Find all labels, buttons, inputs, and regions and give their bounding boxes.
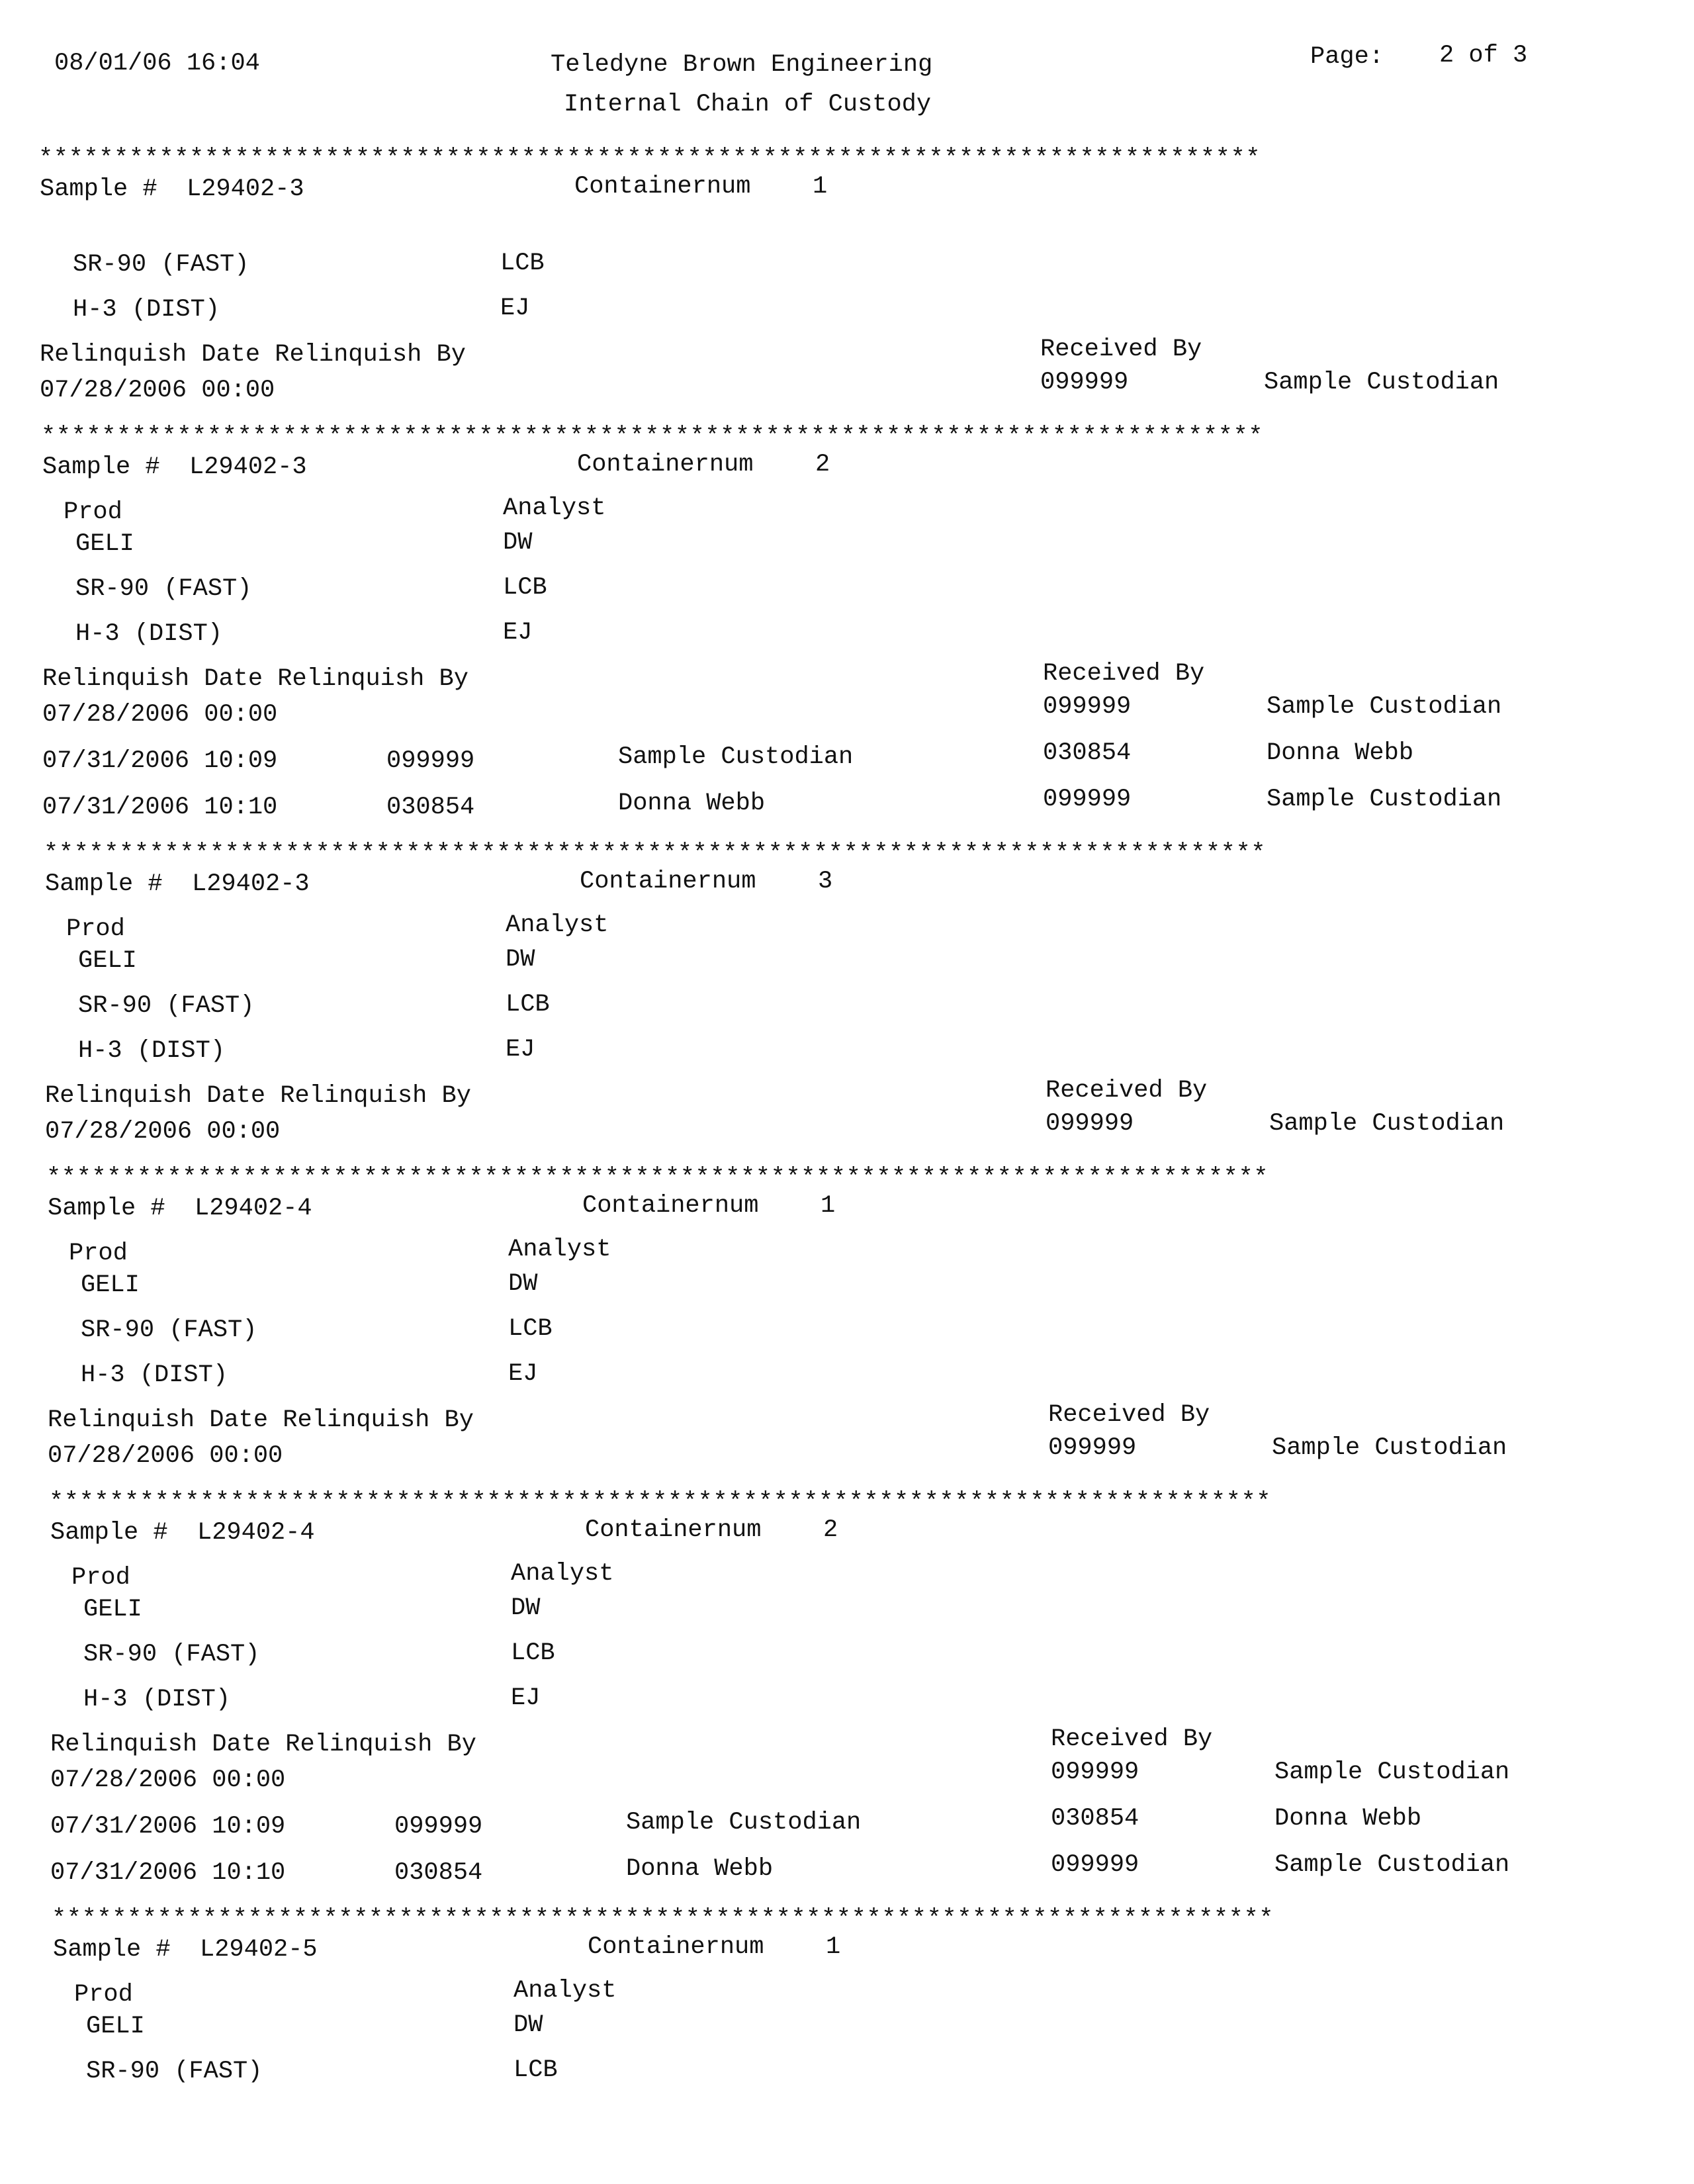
received-name: Donna Webb bbox=[1267, 739, 1414, 767]
custody-date: 07/28/2006 00:00 bbox=[48, 1442, 283, 1470]
separator-stars: ********************************************************************************* bbox=[46, 1164, 1269, 1192]
sample-label: Sample # bbox=[53, 1936, 171, 1964]
prod-header: Prod bbox=[69, 1240, 128, 1267]
received-name: Sample Custodian bbox=[1264, 369, 1499, 396]
containernum-label: Containernum bbox=[574, 173, 751, 201]
container-number: 1 bbox=[826, 1933, 841, 1961]
sample-id: L29402-4 bbox=[195, 1195, 312, 1222]
custody-date: 07/28/2006 00:00 bbox=[50, 1766, 286, 1794]
analyst-header: Analyst bbox=[503, 494, 606, 522]
received-id: 099999 bbox=[1043, 786, 1132, 813]
received-id: 099999 bbox=[1048, 1434, 1137, 1462]
analyst-initials: LCB bbox=[500, 250, 545, 277]
received-id: 030854 bbox=[1051, 1805, 1139, 1833]
prod-name: H-3 (DIST) bbox=[83, 1686, 231, 1713]
prod-name: H-3 (DIST) bbox=[78, 1037, 226, 1065]
relinquish-name: Sample Custodian bbox=[618, 743, 854, 771]
relinquish-id: 099999 bbox=[394, 1813, 483, 1841]
print-datetime: 08/01/06 16:04 bbox=[54, 50, 260, 77]
analyst-initials: EJ bbox=[511, 1684, 541, 1712]
containernum-label: Containernum bbox=[577, 451, 754, 478]
received-by-header: Received By bbox=[1051, 1725, 1213, 1753]
containernum-label: Containernum bbox=[582, 1192, 759, 1220]
custody-date: 07/28/2006 00:00 bbox=[42, 701, 278, 729]
prod-name: SR-90 (FAST) bbox=[81, 1316, 257, 1344]
container-number: 3 bbox=[818, 868, 833, 895]
analyst-header: Analyst bbox=[506, 911, 609, 939]
prod-name: SR-90 (FAST) bbox=[86, 2058, 263, 2085]
separator-stars: ********************************************************************************* bbox=[44, 840, 1267, 868]
sample-id: L29402-3 bbox=[187, 175, 304, 203]
prod-name: H-3 (DIST) bbox=[75, 620, 223, 648]
containernum-label: Containernum bbox=[588, 1933, 764, 1961]
prod-header: Prod bbox=[74, 1981, 133, 2009]
received-id: 099999 bbox=[1051, 1851, 1139, 1879]
separator-stars: ********************************************************************************* bbox=[41, 423, 1264, 451]
received-by-header: Received By bbox=[1046, 1077, 1208, 1105]
separator-stars: ********************************************************************************* bbox=[38, 145, 1261, 173]
container-number: 2 bbox=[823, 1516, 838, 1544]
separator-stars: ********************************************************************************* bbox=[49, 1488, 1272, 1516]
prod-name: GELI bbox=[78, 947, 137, 975]
received-id: 099999 bbox=[1051, 1758, 1139, 1786]
prod-name: SR-90 (FAST) bbox=[83, 1641, 260, 1668]
received-name: Sample Custodian bbox=[1267, 693, 1502, 721]
relinquish-header: Relinquish Date Relinquish By bbox=[45, 1082, 471, 1110]
analyst-initials: DW bbox=[513, 2011, 543, 2039]
custody-date: 07/28/2006 00:00 bbox=[45, 1118, 281, 1146]
prod-name: GELI bbox=[83, 1596, 142, 1623]
custody-date: 07/31/2006 10:10 bbox=[50, 1859, 286, 1887]
sample-label: Sample # bbox=[40, 175, 157, 203]
separator-stars: ********************************************************************************* bbox=[52, 1905, 1274, 1933]
container-number: 1 bbox=[821, 1192, 836, 1220]
analyst-initials: EJ bbox=[508, 1360, 538, 1388]
container-number: 1 bbox=[813, 173, 828, 201]
prod-header: Prod bbox=[66, 915, 125, 943]
relinquish-header: Relinquish Date Relinquish By bbox=[48, 1406, 474, 1434]
analyst-initials: DW bbox=[511, 1594, 541, 1622]
relinquish-name: Donna Webb bbox=[618, 790, 766, 817]
analyst-initials: DW bbox=[506, 946, 535, 974]
received-id: 099999 bbox=[1043, 693, 1132, 721]
report-title: Internal Chain of Custody bbox=[564, 91, 932, 118]
relinquish-id: 030854 bbox=[386, 794, 475, 821]
prod-name: SR-90 (FAST) bbox=[75, 575, 252, 603]
sample-label: Sample # bbox=[50, 1519, 168, 1547]
analyst-header: Analyst bbox=[508, 1236, 611, 1263]
analyst-initials: EJ bbox=[503, 619, 533, 647]
analyst-initials: LCB bbox=[503, 574, 547, 602]
received-name: Sample Custodian bbox=[1269, 1110, 1505, 1138]
prod-name: GELI bbox=[86, 2013, 145, 2040]
received-id: 099999 bbox=[1040, 369, 1129, 396]
relinquish-id: 099999 bbox=[386, 747, 475, 775]
relinquish-name: Sample Custodian bbox=[626, 1809, 862, 1837]
received-by-header: Received By bbox=[1043, 660, 1205, 688]
relinquish-header: Relinquish Date Relinquish By bbox=[50, 1731, 476, 1758]
prod-header: Prod bbox=[71, 1564, 130, 1592]
received-name: Sample Custodian bbox=[1272, 1434, 1507, 1462]
prod-name: GELI bbox=[81, 1271, 140, 1299]
sample-id: L29402-4 bbox=[197, 1519, 315, 1547]
prod-name: SR-90 (FAST) bbox=[73, 251, 249, 279]
prod-name: H-3 (DIST) bbox=[81, 1361, 228, 1389]
received-by-header: Received By bbox=[1040, 336, 1202, 363]
received-name: Donna Webb bbox=[1274, 1805, 1422, 1833]
containernum-label: Containernum bbox=[585, 1516, 762, 1544]
analyst-initials: EJ bbox=[500, 295, 530, 322]
container-number: 2 bbox=[815, 451, 830, 478]
relinquish-name: Donna Webb bbox=[626, 1855, 774, 1883]
received-name: Sample Custodian bbox=[1274, 1758, 1510, 1786]
custody-date: 07/28/2006 00:00 bbox=[40, 377, 275, 404]
received-name: Sample Custodian bbox=[1274, 1851, 1510, 1879]
analyst-initials: DW bbox=[503, 529, 533, 557]
sample-id: L29402-5 bbox=[200, 1936, 318, 1964]
analyst-initials: LCB bbox=[506, 991, 550, 1019]
prod-header: Prod bbox=[64, 498, 122, 526]
sample-label: Sample # bbox=[45, 870, 163, 898]
analyst-header: Analyst bbox=[513, 1977, 617, 2005]
page-label: Page: bbox=[1310, 43, 1384, 71]
relinquish-id: 030854 bbox=[394, 1859, 483, 1887]
analyst-initials: EJ bbox=[506, 1036, 535, 1064]
sample-id: L29402-3 bbox=[192, 870, 310, 898]
containernum-label: Containernum bbox=[580, 868, 756, 895]
analyst-initials: LCB bbox=[513, 2056, 558, 2084]
analyst-initials: LCB bbox=[511, 1639, 555, 1667]
prod-name: SR-90 (FAST) bbox=[78, 992, 255, 1020]
sample-label: Sample # bbox=[42, 453, 160, 481]
relinquish-header: Relinquish Date Relinquish By bbox=[42, 665, 468, 693]
analyst-initials: DW bbox=[508, 1270, 538, 1298]
custody-date: 07/31/2006 10:10 bbox=[42, 794, 278, 821]
prod-name: H-3 (DIST) bbox=[73, 296, 220, 324]
custody-date: 07/31/2006 10:09 bbox=[50, 1813, 286, 1841]
sample-id: L29402-3 bbox=[189, 453, 307, 481]
page-number: 2 of 3 bbox=[1439, 42, 1528, 69]
company-name: Teledyne Brown Engineering bbox=[551, 51, 933, 79]
received-id: 099999 bbox=[1046, 1110, 1134, 1138]
custody-date: 07/31/2006 10:09 bbox=[42, 747, 278, 775]
relinquish-header: Relinquish Date Relinquish By bbox=[40, 341, 466, 369]
received-by-header: Received By bbox=[1048, 1401, 1210, 1429]
analyst-initials: LCB bbox=[508, 1315, 553, 1343]
sample-label: Sample # bbox=[48, 1195, 165, 1222]
prod-name: GELI bbox=[75, 530, 134, 558]
received-name: Sample Custodian bbox=[1267, 786, 1502, 813]
analyst-header: Analyst bbox=[511, 1560, 614, 1588]
received-id: 030854 bbox=[1043, 739, 1132, 767]
